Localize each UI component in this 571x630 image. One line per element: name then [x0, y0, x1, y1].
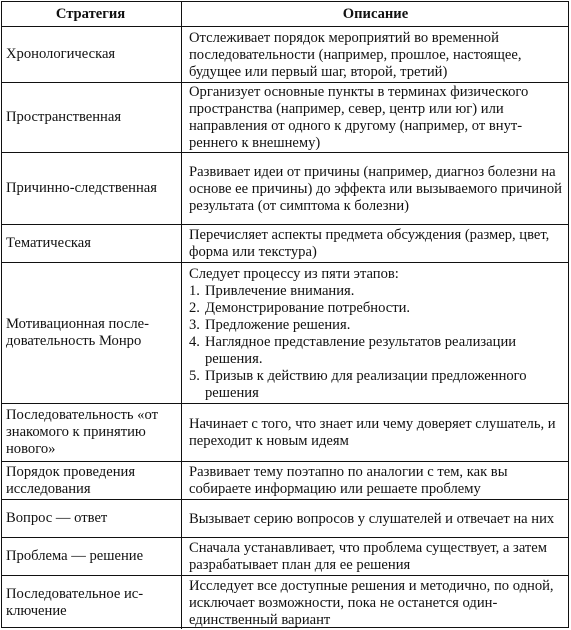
strategies-table — [1, 1, 569, 628]
table-row — [2, 26, 568, 82]
description-cell: Развивает идеи от причины (например, диагноз болезни на основе ее причины) до эффекта или вызываемого причиной результата (от симптома к болезни) — [189, 163, 562, 214]
strategy-cell: Последовательное исключение — [2, 576, 182, 629]
strategy-cell: Тематическая — [2, 225, 182, 262]
step-text: Наглядное представление результатов реализации решения. — [205, 333, 517, 367]
step-text: Призыв к действию для реализации предложенного решения — [205, 367, 527, 401]
description-cell: Развивает тему поэтапно по аналогии с тем, как вы собираете информацию или решаете проблему — [189, 464, 508, 497]
step-number: 1. — [189, 282, 200, 299]
description-cell — [182, 263, 568, 403]
strategy-cell: Проблема — решение — [2, 538, 182, 575]
step-number: 3. — [189, 316, 200, 333]
table-row — [2, 224, 568, 262]
table-row — [2, 461, 568, 499]
steps-list — [189, 283, 562, 402]
step-text: Привлечение внимания. — [205, 282, 355, 299]
step-number: 5. — [189, 367, 200, 384]
description-cell: Перечисляет аспекты предмета обсуждения (размер, цвет, форма или текстура) — [189, 227, 550, 260]
step-number: 2. — [189, 299, 200, 316]
step-text: Демонстрирование потребности. — [205, 299, 411, 316]
list-item — [189, 317, 562, 334]
table-header-row — [2, 2, 568, 26]
table-row — [2, 499, 568, 537]
strategy-cell: Причинно-следственная — [2, 153, 182, 224]
table-row — [2, 82, 568, 152]
description-cell: Организует основные пункты в терминах физического пространства (например, север, центр или юг) или направления от одного к другому (например, от внутреннего к внешнему) — [189, 84, 529, 151]
step-text: Предложение решения. — [205, 316, 351, 333]
description-cell: Начинает с того, что знает или чему доверяет слушатель, и переходит к новым идеям — [189, 416, 556, 449]
list-item — [189, 334, 562, 368]
list-item — [189, 300, 562, 317]
step-number: 4. — [189, 333, 200, 350]
strategy-cell: Мотивационная последовательность Монро — [2, 263, 182, 403]
header-strategy: Стратегия — [2, 2, 182, 26]
table-row — [2, 575, 568, 629]
strategy-cell: Хронологическая — [2, 27, 182, 82]
table-row — [2, 262, 568, 403]
list-item — [189, 368, 562, 402]
list-item — [189, 283, 562, 300]
header-description: Описание — [342, 6, 409, 22]
steps-intro: Следует процессу из пяти этапов: — [189, 265, 399, 282]
strategy-cell: Вопрос — ответ — [2, 500, 182, 537]
description-cell: Вызывает серию вопросов у слушателей и отвечает на них — [189, 510, 555, 527]
description-cell: Исследует все доступные решения и методично, по одной, исключает возможности, пока не останется один-единственный вариант — [189, 577, 554, 628]
table-row — [2, 152, 568, 224]
strategy-cell: Пространственная — [2, 83, 182, 152]
table-row — [2, 403, 568, 461]
strategy-cell: Последовательность «от знакомого к принятию нового» — [2, 404, 182, 461]
strategy-cell: Порядок проведения исследования — [2, 462, 182, 499]
description-cell: Сначала устанавливает, что проблема существует, а затем разрабатывает план для ее решения — [189, 540, 548, 573]
description-cell: Отслеживает порядок мероприятий во временной последовательности (например, прошлое, настоящее, будущее или первый шаг, второй, третий) — [189, 29, 522, 80]
table-row — [2, 537, 568, 575]
